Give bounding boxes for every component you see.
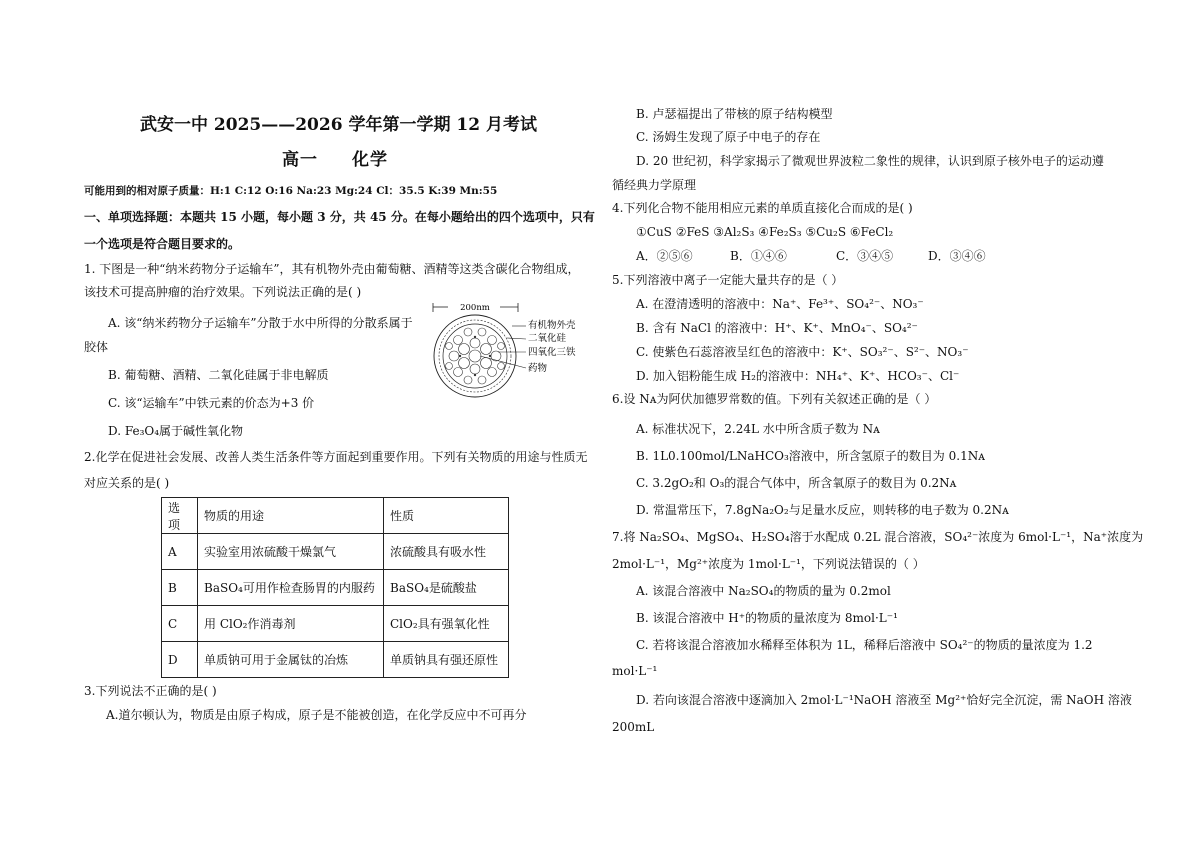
q4-option-a: A．②⑤⑥ [636,249,693,263]
q4-option-d: D．③④⑥ [928,249,986,263]
section-heading-2: 一个选项是符合题目要求的。 [84,237,241,251]
q5-option-b: B. 含有 NaCl 的溶液中：H⁺、K⁺、MnO₄⁻、SO₄²⁻ [636,321,918,335]
q3-option-a: A.道尔顿认为，物质是由原子构成，原子是不能被创造，在化学反应中不可再分 [106,708,527,722]
q7-option-c-line1: C. 若将该混合溶液加水稀释至体积为 1L，稀释后溶液中 SO₄²⁻的物质的量浓度为 1.2 [636,638,1093,652]
nano-carrier-diagram [428,300,604,400]
exam-title: 武安一中 2025——2026 学年第一学期 12 月考试 [140,115,537,135]
table-cell: A [162,534,198,570]
q3-option-d-line1: D. 20 世纪初，科学家揭示了微观世界波粒二象性的规律，认识到原子核外电子的运动遵 [636,154,1104,168]
q1-option-d: D. Fe₃O₄属于碱性氧化物 [108,424,244,438]
table-cell: 用 ClO₂作消毒剂 [198,606,384,642]
table-header-row [162,498,509,534]
q4-option-c: C．③④⑤ [836,249,894,263]
diagram-label-silica: 二氧化硅 [528,333,567,344]
q5-option-d: D. 加入铝粉能生成 H₂的溶液中：NH₄⁺、K⁺、HCO₃⁻、Cl⁻ [636,369,960,383]
q6-option-d: D. 常温常压下，7.8gNa₂O₂与足量水反应，则转移的电子数为 0.2Nᴀ [636,503,1009,517]
q2-stem-line2: 对应关系的是( ) [84,476,170,490]
q1-option-c: C. 该“运输车”中铁元素的价态为+3 价 [108,396,315,410]
atomic-masses: 可能用到的相对原子质量：H:1 C:12 O:16 Na:23 Mg:24 Cl：35.5 K:39 Mn:55 [84,185,498,197]
diagram-label-drug: 药物 [528,363,548,374]
table-cell: 浓硫酸具有吸水性 [384,534,509,570]
q3-stem: 3.下列说法不正确的是( ) [84,684,217,698]
q1-option-b: B. 葡萄糖、酒精、二氧化硅属于非电解质 [108,368,329,382]
q1-stem-line2: 该技术可提高肿瘤的治疗效果。下列说法正确的是( ) [84,285,362,299]
q6-option-a: A. 标准状况下，2.24L 水中所含质子数为 Nᴀ [636,422,880,436]
table-cell: 单质钠具有强还原性 [384,642,509,678]
section-heading-1: 一、单项选择题：本题共 15 小题，每小题 3 分，共 45 分。在每小题给出的四个选项中，只有 [84,210,595,224]
q6-stem: 6.设 Nᴀ为阿伏加德罗常数的值。下列有关叙述正确的是（ ） [612,392,937,406]
q7-stem-line2: 2mol·L⁻¹，Mg²⁺浓度为 1mol·L⁻¹，下列说法错误的（ ） [612,557,925,571]
q1-stem-line1: 1. 下图是一种“纳米药物分子运输车”，其有机物外壳由葡萄糖、酒精等这类含碳化合物组成， [84,262,580,276]
q1-option-a-line1: A. 该“纳米药物分子运输车”分散于水中所得的分散系属于 [108,316,413,330]
table-header-cell: 选项 [162,498,198,534]
q7-option-c-line2: mol·L⁻¹ [612,664,658,678]
table-row [162,570,509,606]
table-cell: BaSO₄可用作检查肠胃的内服药 [198,570,384,606]
q2-stem-line1: 2.化学在促进社会发展、改善人类生活条件等方面起到重要作用。下列有关物质的用途与性质无 [84,450,588,464]
q2-table [161,497,509,678]
q4-stem: 4.下列化合物不能用相应元素的单质直接化合而成的是( ) [612,201,913,215]
q4-option-b: B．①④⑥ [730,249,787,263]
table-cell: B [162,570,198,606]
q6-option-b: B. 1L0.100mol/LNaHCO₃溶液中，所含氢原子的数目为 0.1Nᴀ [636,449,985,463]
grade-label: 高一 [282,150,318,170]
table-cell: C [162,606,198,642]
table-row [162,534,509,570]
q3-option-b: B. 卢瑟福提出了带核的原子结构模型 [636,107,833,121]
q5-option-c: C. 使紫色石蕊溶液呈红色的溶液中：K⁺、SO₃²⁻、S²⁻、NO₃⁻ [636,345,969,359]
q5-stem: 5.下列溶液中离子一定能大量共存的是（ ） [612,273,844,287]
q7-option-b: B. 该混合溶液中 H⁺的物质的量浓度为 8mol·L⁻¹ [636,611,898,625]
q7-stem-line1: 7.将 Na₂SO₄、MgSO₄、H₂SO₄溶于水配成 0.2L 混合溶液，SO₄²⁻浓度为 6mol·L⁻¹，Na⁺浓度为 [612,530,1144,544]
subject-label: 化学 [352,150,388,170]
q3-option-c: C. 汤姆生发现了原子中电子的存在 [636,130,821,144]
diagram-label-shell: 有机物外壳 [528,320,576,331]
table-cell: ClO₂具有强氧化性 [384,606,509,642]
q1-option-a-line2: 胶体 [84,340,109,354]
q7-option-d-line2: 200mL [612,720,655,734]
table-cell: D [162,642,198,678]
q3-option-d-line2: 循经典力学原理 [612,178,697,192]
diagram-scale-label: 200nm [460,303,490,313]
table-cell: BaSO₄是硫酸盐 [384,570,509,606]
diagram-label-iron-oxide: 四氧化三铁 [528,347,576,358]
table-row [162,606,509,642]
q5-option-a: A. 在澄清透明的溶液中：Na⁺、Fe³⁺、SO₄²⁻、NO₃⁻ [636,297,924,311]
q7-option-d-line1: D. 若向该混合溶液中逐滴加入 2mol·L⁻¹NaOH 溶液至 Mg²⁺恰好完全沉淀，需 NaOH 溶液 [636,693,1132,707]
q4-items: ①CuS ②FeS ③Al₂S₃ ④Fe₂S₃ ⑤Cu₂S ⑥FeCl₂ [636,225,894,239]
q7-option-a: A. 该混合溶液中 Na₂SO₄的物质的量为 0.2mol [636,584,891,598]
table-cell: 单质钠可用于金属钛的冶炼 [198,642,384,678]
table-header-cell: 物质的用途 [198,498,384,534]
q6-option-c: C. 3.2gO₂和 O₃的混合气体中，所含氧原子的数目为 0.2Nᴀ [636,476,957,490]
table-cell: 实验室用浓硫酸干燥氯气 [198,534,384,570]
table-row [162,642,509,678]
table-header-cell: 性质 [384,498,509,534]
